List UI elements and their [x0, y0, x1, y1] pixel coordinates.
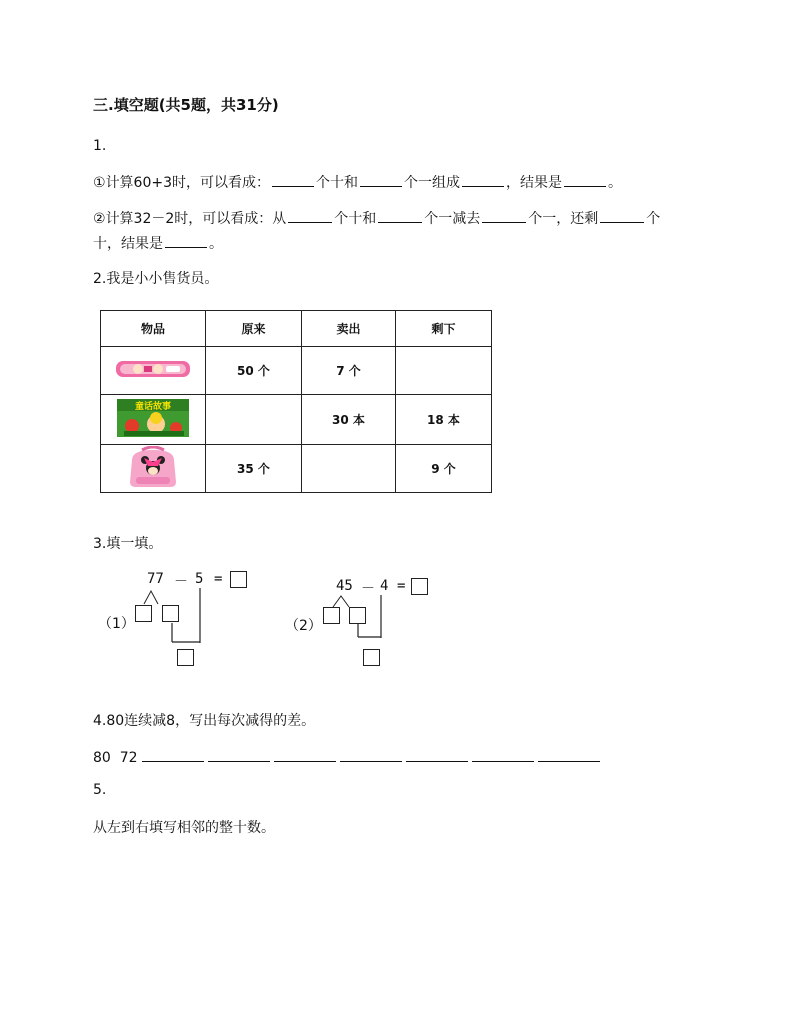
q1-part1-text: 计算60+3时，可以看成：: [105, 175, 271, 191]
item-cell: [101, 445, 206, 493]
answer-blank[interactable]: [378, 208, 422, 223]
table-header-row: [101, 311, 492, 347]
answer-blank[interactable]: [288, 208, 332, 223]
p2-number-a: 45: [336, 578, 353, 594]
answer-blank[interactable]: [482, 208, 526, 223]
p2-equals: =: [397, 578, 406, 594]
table-row: [101, 445, 492, 493]
backpack-icon: [122, 446, 184, 488]
answer-blank[interactable]: [472, 749, 534, 762]
header-cell: 原来: [206, 311, 302, 347]
q1-part2-text: 个一，还剩: [528, 211, 599, 227]
p1-equals: =: [214, 571, 223, 587]
q1-part2-text: 个一减去: [424, 211, 481, 227]
original-cell: 35 个: [206, 445, 302, 493]
table-row: [101, 395, 492, 445]
q2-title: 2.我是小小售货员。: [93, 271, 219, 287]
q4-sequence: [93, 749, 604, 766]
sold-cell: 7 个: [302, 347, 396, 395]
header-cell: 卖出: [302, 311, 396, 347]
answer-blank[interactable]: [406, 749, 468, 762]
answer-blank[interactable]: [165, 233, 207, 248]
header-cell: 物品: [101, 311, 206, 347]
sequence-second: 72: [119, 750, 138, 766]
q1-number: 1.: [93, 138, 107, 154]
item-cell: [101, 395, 206, 445]
p1-result-box[interactable]: [230, 571, 247, 588]
answer-blank[interactable]: [340, 749, 402, 762]
q1-part2-text: 计算32－2时，可以看成：从: [105, 211, 287, 227]
answer-blank[interactable]: [360, 172, 402, 187]
p1-tens-box[interactable]: [135, 605, 152, 622]
storybook-caption: 童话故事: [134, 402, 172, 412]
p2-split-lines: [320, 592, 400, 662]
p1-operator: －: [174, 574, 188, 590]
answer-blank[interactable]: [600, 208, 644, 223]
original-cell[interactable]: [206, 395, 302, 445]
q5-number: 5.: [93, 782, 107, 798]
remaining-cell: 18 本: [396, 395, 492, 445]
p1-label: （1）: [98, 616, 135, 632]
p2-operator: －: [361, 581, 375, 597]
item-cell: [101, 347, 206, 395]
q1-part2-text: 。: [209, 236, 223, 252]
section-title: 三.填空题(共5题，共31分): [93, 96, 279, 114]
p2-tens-box[interactable]: [323, 607, 340, 624]
answer-blank[interactable]: [208, 749, 270, 762]
circled-one-marker: ①: [93, 175, 106, 191]
answer-blank[interactable]: [538, 749, 600, 762]
q5-text: 从左到右填写相邻的整十数。: [93, 820, 275, 836]
q1-part1-text: 个一组成: [404, 175, 461, 191]
p1-number-b: 5: [195, 571, 204, 587]
circled-two-marker: ②: [93, 211, 106, 227]
p1-ones-diff-box[interactable]: [177, 649, 194, 666]
table-row: [101, 347, 492, 395]
sold-cell[interactable]: [302, 445, 396, 493]
sequence-start: 80: [93, 750, 111, 766]
answer-blank[interactable]: [142, 749, 204, 762]
answer-blank[interactable]: [564, 172, 606, 187]
q4-title: 4.80连续减8，写出每次减得的差。: [93, 713, 316, 729]
p2-number-b: 4: [380, 578, 389, 594]
p1-split-lines: [130, 585, 210, 665]
q1-part2-text: 个: [646, 211, 661, 227]
inventory-table: [100, 310, 492, 493]
q1-part2-text: 个十和: [334, 211, 377, 227]
answer-blank[interactable]: [274, 749, 336, 762]
q1-part2-text: 十，结果是: [93, 236, 163, 252]
p1-ones-box[interactable]: [162, 605, 179, 622]
q1-part2-line2: [93, 233, 223, 253]
p2-ones-diff-box[interactable]: [363, 649, 380, 666]
original-cell: 50 个: [206, 347, 302, 395]
header-cell: 剩下: [396, 311, 492, 347]
q1-part1-text: ，结果是: [506, 175, 563, 191]
q1-part1-text: 个十和: [316, 175, 359, 191]
answer-blank[interactable]: [272, 172, 314, 187]
remaining-cell: 9 个: [396, 445, 492, 493]
answer-blank[interactable]: [462, 172, 504, 187]
pencil-case-icon: [114, 358, 192, 380]
q1-part1-text: 。: [608, 175, 623, 191]
p2-result-box[interactable]: [411, 578, 428, 595]
p2-label: （2）: [285, 618, 322, 634]
storybook-icon: [116, 398, 190, 438]
p2-ones-box[interactable]: [349, 607, 366, 624]
q3-title: 3.填一填。: [93, 536, 163, 552]
p1-number-a: 77: [147, 571, 164, 587]
q1-part1: [93, 172, 622, 192]
remaining-cell[interactable]: [396, 347, 492, 395]
q1-part2-line1: [93, 208, 660, 228]
sold-cell: 30 本: [302, 395, 396, 445]
